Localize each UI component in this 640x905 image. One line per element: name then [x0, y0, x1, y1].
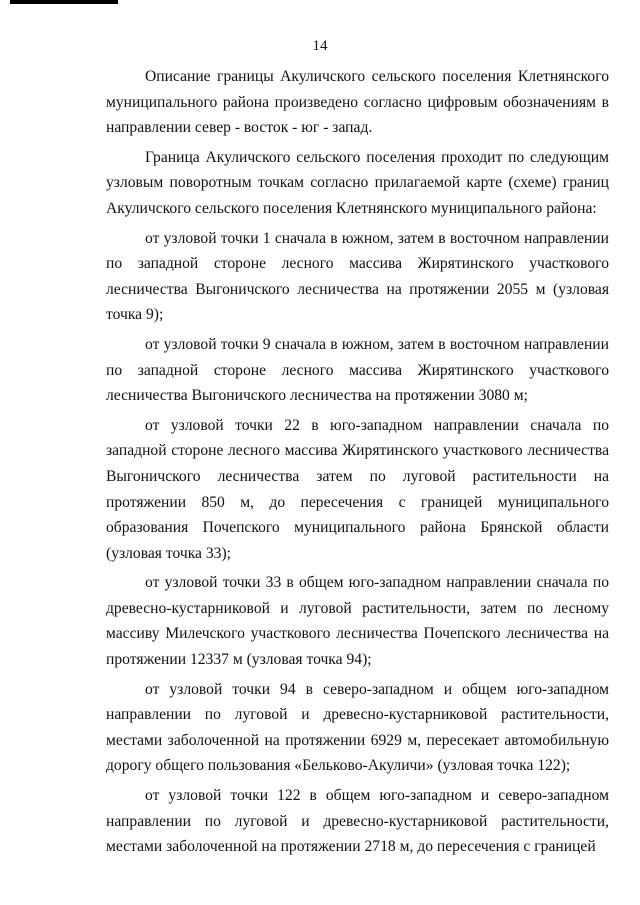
paragraph-segment-94: от узловой точки 94 в северо-западном и общем юго-западном направлении по луговой и древесно-кустарниковой растительности, местами заболоченной на протяжении 6929 м, пересекает автомобильную дорогу общего пользования «Бельково-Акуличи» (узловая точка 122); [106, 680, 609, 775]
paragraph-segment-1: от узловой точки 1 сначала в южном, затем в восточном направлении по западной стороне лесного массива Жирятинского участкового лесничества Выгоничского лесничества на протяжении 2055 м (узловая точка 9); [106, 229, 609, 324]
document-body [106, 64, 609, 864]
paragraph-segment-122: от узловой точки 122 в общем юго-западном и северо-западном направлении по луговой и древесно-кустарниковой растительности, местами заболоченной на протяжении 2718 м, до пересечения с границей [106, 787, 609, 856]
paragraph-description: Описание границы Акуличского сельского поселения Клетнянского муниципального района произведено согласно цифровым обозначениям в направлении север - восток - юг - запад. [106, 68, 609, 137]
paragraph-segment-33: от узловой точки 33 в общем юго-западном направлении сначала по древесно-кустарниковой и луговой растительности, затем по лесному массиву Милечского участкового лесничества Почепского лесничества на протяжении 12337 м (узловая точка 94); [106, 574, 609, 669]
page-number: 14 [312, 38, 328, 54]
paragraph-segment-9: от узловой точки 9 сначала в южном, затем в восточном направлении по западной стороне лесного массива Жирятинского участкового лесничества Выгоничского лесничества на протяжении 3080 м; [106, 335, 609, 405]
paragraph-boundary-intro: Граница Акуличского сельского поселения проходит по следующим узловым поворотным точкам согласно прилагаемой карте (схеме) границ Акуличского сельского поселения Клетнянского муниципального района: [106, 148, 609, 217]
paragraph-segment-22: от узловой точки 22 в юго-западном направлении сначала по западной стороне лесного массива Жирятинского участкового лесничества Выгоничского лесничества затем по луговой растительности на протяжении 850 м, до пересечения с границей муниципального образования Почепского муниципального района Брянской области (узловая точка 33); [106, 416, 609, 562]
top-rule [10, 0, 118, 4]
